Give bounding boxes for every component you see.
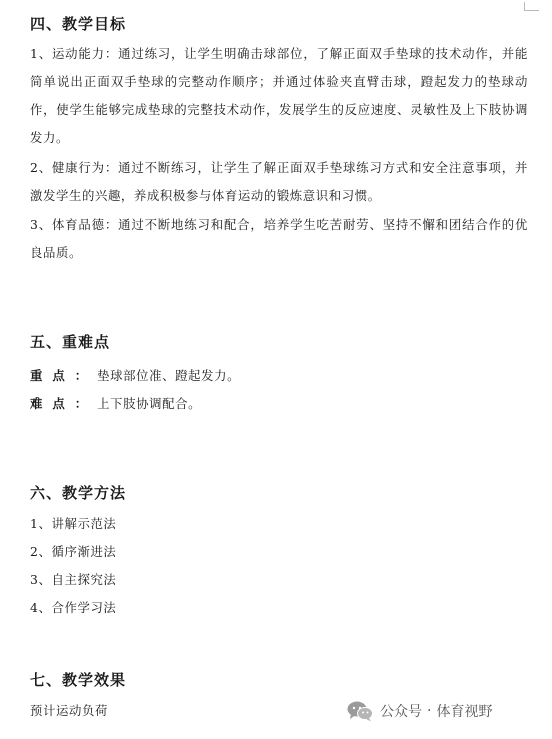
difficult-point-label: 难点：: [30, 396, 98, 411]
section-title-methods: 六、教学方法: [30, 484, 127, 502]
goal-item-3: 3、体育品德：通过不断地练习和配合，培养学生吃苦耐劳、坚持不懈和团结合作的优良品质。: [30, 217, 528, 260]
effect-subtitle: 预计运动负荷: [30, 703, 108, 718]
wechat-icon: [346, 700, 374, 722]
page-corner-mark: [524, 2, 539, 11]
section-title-key-points: 五、重难点: [30, 333, 111, 351]
method-item-4: 4、合作学习法: [30, 600, 117, 615]
wechat-watermark: [346, 698, 492, 724]
key-point-row: [30, 366, 240, 386]
section-title-effect: 七、教学效果: [30, 671, 127, 689]
goal-item-2: 2、健康行为：通过不断练习，让学生了解正面双手垫球练习方式和安全注意事项，并激发学生的兴趣，养成积极参与体育运动的锻炼意识和习惯。: [30, 160, 528, 203]
method-item-3: 3、自主探究法: [30, 572, 117, 587]
watermark-account: 体育视野: [436, 704, 493, 720]
section-title-goals: 四、教学目标: [30, 15, 127, 33]
method-item-1: 1、讲解示范法: [30, 516, 117, 531]
watermark-separator: ·: [427, 703, 432, 719]
difficult-point-row: [30, 394, 201, 414]
watermark-source: 公众号: [380, 704, 422, 720]
method-item-2: 2、循序渐进法: [30, 544, 117, 559]
goal-item-1: 1、运动能力：通过练习，让学生明确击球部位，了解正面双手垫球的技术动作，并能简单说出正面双手垫球的完整动作顺序；并通过体验夹直臂击球，蹬起发力的垫球动作，使学生能够完成垫球的完整技术动作，发展学生的反应速度、灵敏性及上下肢协调发力。: [30, 46, 528, 145]
key-point-text: 垫球部位准、蹬起发力。: [97, 368, 241, 383]
key-point-label: 重点：: [30, 368, 98, 383]
difficult-point-text: 上下肢协调配合。: [97, 396, 202, 411]
